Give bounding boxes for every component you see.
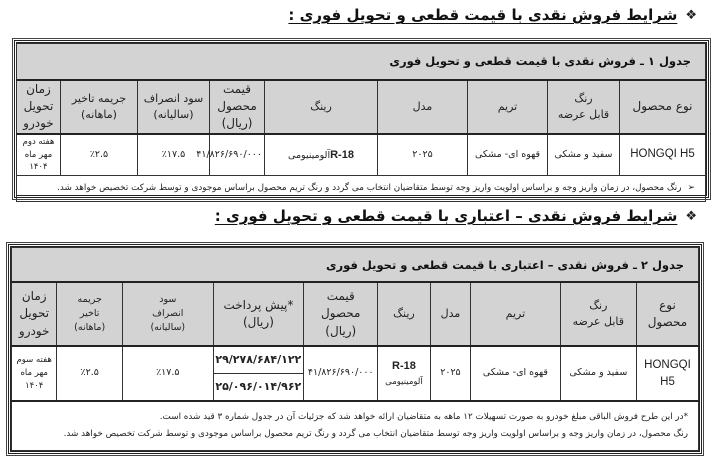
table1-note: ➢رنگ محصول، در زمان واریز وجه و براساس اولویت واریز وجه توسط متقاضیان انتخاب می گردد و رنگ تریم محصول براساس موجودی و توسط شرکت تخصیص خواهد شد. <box>16 176 705 202</box>
header-cancel-interest: سود انصراف (سالیانه) <box>138 80 210 134</box>
header-rim: رینگ <box>378 282 430 346</box>
header-trim: تریم <box>471 282 560 346</box>
table2-note-1: *در این طرح فروش الباقی مبلغ خودرو به صورت تسهیلات ۱۲ ماهه به متقاضیان ارائه خواهد شد که جزئیات آن در جدول شماره ۳ قید شده است. <box>159 412 688 423</box>
section2-heading <box>215 207 696 225</box>
cell-rim: R-18آلومینیومی <box>265 134 378 176</box>
header-product: نوع محصول <box>620 80 706 134</box>
cell-delivery: هفته دوم مهر ماه ۱۴۰۴ <box>16 134 60 176</box>
table2-caption: جدول ۲ ـ فروش نقدی – اعتباری با قیمت قطعی و تحویل فوری <box>12 248 699 283</box>
header-model: مدل <box>378 80 468 134</box>
header-price: قیمت محصول (ریال) <box>210 80 265 134</box>
cell-price: ۴۱/۸۲۶/۶۹۰/۰۰۰ <box>210 134 265 176</box>
cell-penalty: ٪۲.۵ <box>61 134 138 176</box>
cell-trim: قهوه ای- مشکی <box>471 346 560 401</box>
header-penalty: جریمه تاخیر (ماهانه) <box>61 80 138 134</box>
cell-penalty: ٪۲.۵ <box>57 346 123 401</box>
table2-notes <box>12 401 699 450</box>
table-row <box>16 134 705 176</box>
cell-rim: R-18 آلومینیومی <box>378 346 430 401</box>
header-trim: تریم <box>468 80 548 134</box>
header-prepayment: *پیش پرداخت (ریال) <box>213 282 304 346</box>
cell-product: HONGQI H5 <box>636 346 698 401</box>
header-model: مدل <box>430 282 471 346</box>
section1-heading <box>288 6 696 24</box>
cell-trim: قهوه ای- مشکی <box>468 134 548 176</box>
cell-prepayment-1: ۲۹/۲۷۸/۶۸۴/۱۲۲ <box>213 346 304 374</box>
table1-caption: جدول ۱ ـ فروش نقدی با قیمت قطعی و تحویل فوری <box>16 44 705 80</box>
cell-model: ۲۰۲۵ <box>430 346 471 401</box>
table-row <box>12 346 699 374</box>
table1 <box>14 40 709 198</box>
cell-color: سفید و مشکی <box>548 134 620 176</box>
cell-cancel-interest: ٪۱۷.۵ <box>138 134 210 176</box>
table2-note-2: رنگ محصول، در زمان واریز وجه و براساس اولویت واریز وجه توسط متقاضیان انتخاب می گردد و رنگ تریم محصول براساس موجودی و توسط شرکت تخصیص خواهد شد. <box>63 429 688 440</box>
cell-model: ۲۰۲۵ <box>378 134 468 176</box>
header-rim: رینگ <box>265 80 378 134</box>
table2 <box>8 244 702 454</box>
cell-price: ۴۱/۸۲۶/۶۹۰/۰۰۰ <box>304 346 378 401</box>
header-delivery: زمان تحویل خودرو <box>12 282 57 346</box>
header-color: رنگ قابل عرضه <box>548 80 620 134</box>
diamond-bullet-icon: ❖ <box>685 7 696 23</box>
diamond-bullet-icon: ❖ <box>685 208 696 224</box>
section1-title: شرایط فروش نقدی با قیمت قطعی و تحویل فوری : <box>288 6 678 24</box>
cell-color: سفید و مشکی <box>560 346 636 401</box>
header-cancel-interest: سود انصراف (سالیانه) <box>122 282 213 346</box>
header-delivery: زمان تحویل خودرو <box>16 80 60 134</box>
header-penalty: جریمه تاخیر (ماهانه) <box>57 282 123 346</box>
cell-product: HONGQI H5 <box>620 134 706 176</box>
cell-cancel-interest: ٪۱۷.۵ <box>122 346 213 401</box>
header-color: رنگ قابل عرضه <box>560 282 636 346</box>
cell-prepayment-2: ۲۵/۰۹۶/۰۱۴/۹۶۲ <box>213 374 304 402</box>
arrow-bullet-icon: ➢ <box>687 183 695 194</box>
section2-title: شرایط فروش نقدی – اعتباری با قیمت قطعی و تحویل فوری : <box>214 207 678 225</box>
header-product: نوع محصول <box>636 282 698 346</box>
header-price: قیمت محصول (ریال) <box>304 282 378 346</box>
cell-delivery: هفته سوم مهر ماه ۱۴۰۴ <box>12 346 57 401</box>
